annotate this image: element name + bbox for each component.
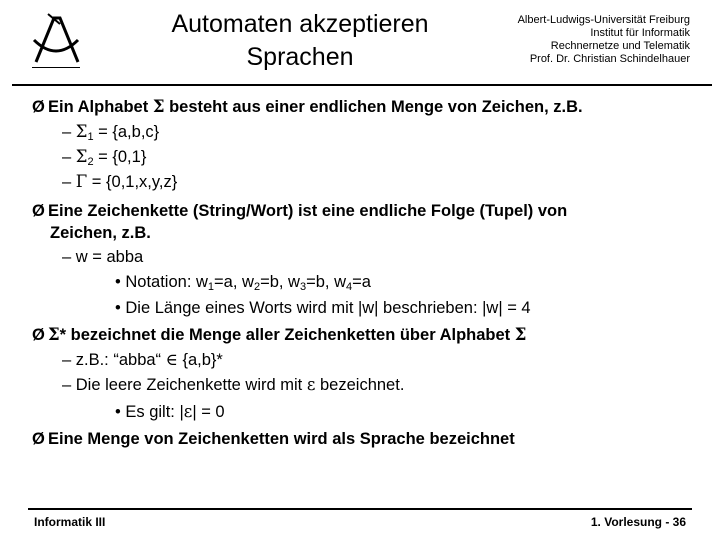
- institution-university: Albert-Ludwigs-Universität Freiburg: [517, 14, 690, 26]
- bullet-string: Ø Eine Zeichenkette (String/Wort) ist eine endliche Folge (Tupel) von: [32, 202, 568, 220]
- institution-block: [468, 14, 690, 66]
- title-line-2: Sprachen: [246, 43, 354, 71]
- arrow-bullet-icon: Ø: [32, 326, 45, 344]
- example-abba: – z.B.: “abba“ ∈ {a,b}*: [62, 350, 223, 369]
- header-divider: [12, 84, 712, 86]
- bullet-sigma-star: Ø Σ* bezeichnet die Menge aller Zeichenketten über Alphabet Σ: [32, 325, 527, 344]
- example-sigma2: – $\Sigma_2 = \{0,1\}$: [62, 147, 147, 168]
- example-gamma: – Γ = {0,1,x,y,z}: [62, 172, 178, 191]
- bullet-language: Ø Eine Menge von Zeichenketten wird als Sprache bezeichnet: [32, 430, 515, 448]
- bullet-string-cont: Zeichen, z.B.: [50, 224, 151, 242]
- slide-title: [135, 8, 465, 74]
- length-line: • Die Länge eines Worts wird mit |w| beschrieben: |w| = 4: [115, 299, 531, 317]
- footer-divider: [28, 508, 692, 510]
- empty-string-line: – Die leere Zeichenkette wird mit ε bezeichnet.: [62, 375, 405, 394]
- arrow-bullet-icon: Ø: [32, 430, 45, 448]
- example-sigma1: – $\Sigma_1 = \{a,b,c\}$: [62, 122, 160, 143]
- arrow-bullet-icon: Ø: [32, 202, 45, 220]
- notation-line: • Notation: $w_1=a$, $w_2=b$, $w_3=b$, $w_4=a$: [115, 273, 371, 293]
- epsilon-length-line: • Es gilt: |ε| = 0: [115, 402, 225, 421]
- footer-course: Informatik III: [34, 515, 106, 529]
- arrow-bullet-icon: Ø: [32, 98, 45, 116]
- title-line-1: Automaten akzeptieren: [171, 10, 429, 38]
- institution-professor: Prof. Dr. Christian Schindelhauer: [529, 53, 690, 65]
- bullet-alphabet: Ø Ein Alphabet Σ besteht aus einer endlichen Menge von Zeichen, z.B.: [32, 97, 583, 116]
- example-w: – w = abba: [62, 248, 144, 266]
- university-logo: [30, 10, 82, 68]
- institution-institute: Institut für Informatik: [590, 27, 690, 39]
- footer-page: 1. Vorlesung - 36: [590, 515, 686, 529]
- institution-department: Rechnernetze und Telematik: [550, 40, 690, 52]
